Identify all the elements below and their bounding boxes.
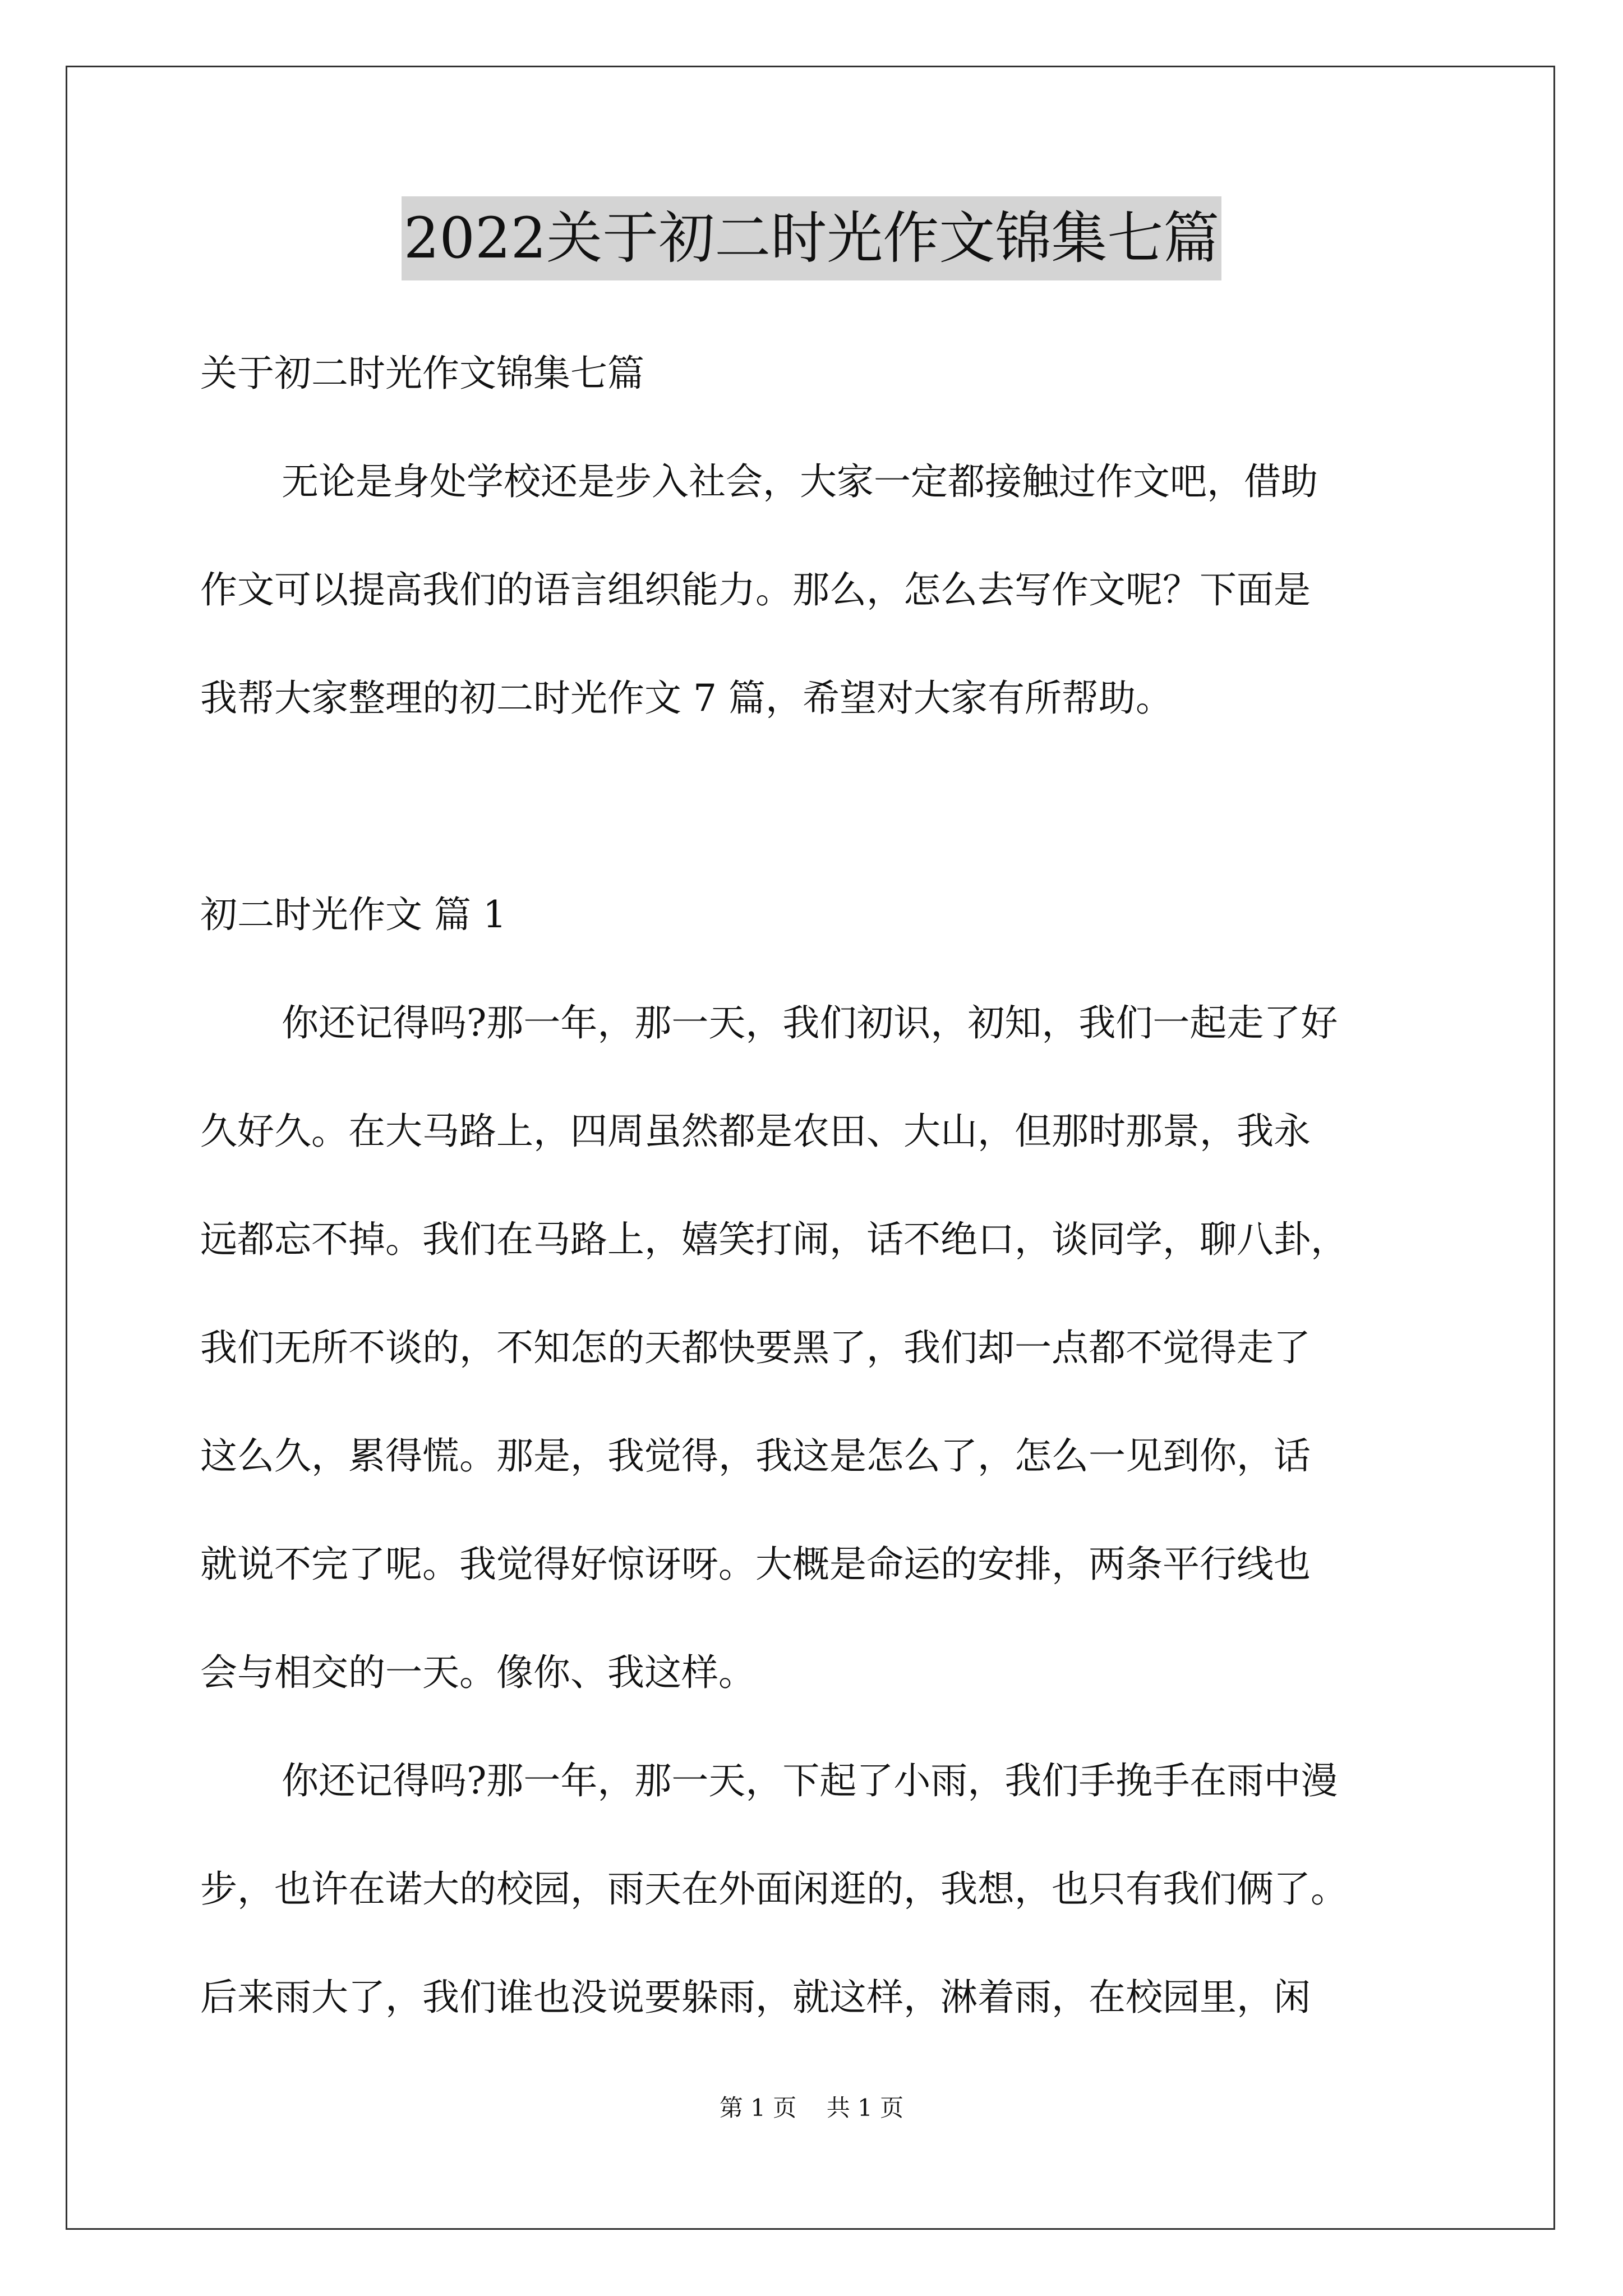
intro-line: 我帮大家整理的初二时光作文 7 篇，希望对大家有所帮助。: [200, 677, 1173, 720]
paragraph2-line: 后来雨大了，我们谁也没说要躲雨，就这样，淋着雨，在校园里，闲: [200, 1976, 1311, 2019]
document-title: 2022关于初二时光作文锦集七篇: [402, 196, 1222, 280]
paragraph1-line: 我们无所不谈的，不知怎的天都快要黑了，我们却一点都不觉得走了: [200, 1326, 1311, 1369]
section-heading: 初二时光作文 篇 1: [200, 893, 506, 936]
paragraph1-line: 远都忘不掉。我们在马路上，嬉笑打闹，话不绝口，谈同学，聊八卦，: [200, 1218, 1348, 1261]
page-number-footer: 第 1 页 共 1 页: [719, 2094, 904, 2122]
intro-line: 无论是身处学校还是步入社会，大家一定都接触过作文吧，借助: [282, 460, 1318, 503]
paragraph2-line: 步，也许在诺大的校园，雨天在外面闲逛的，我想，也只有我们俩了。: [200, 1867, 1348, 1911]
paragraph2-line: 你还记得吗?那一年，那一天，下起了小雨，我们手挽手在雨中漫: [282, 1759, 1338, 1802]
paragraph1-line: 这么久，累得慌。那是，我觉得，我这是怎么了，怎么一见到你，话: [200, 1434, 1311, 1478]
intro-line: 作文可以提高我们的语言组织能力。那么，怎么去写作文呢？下面是: [200, 568, 1311, 611]
document-subtitle: 关于初二时光作文锦集七篇: [200, 352, 644, 395]
paragraph1-line: 久好久。在大马路上，四周虽然都是农田、大山，但那时那景，我永: [200, 1110, 1311, 1153]
title-container: [0, 196, 1623, 280]
paragraph1-line: 就说不完了呢。我觉得好惊讶呀。大概是命运的安排，两条平行线也: [200, 1543, 1311, 1586]
paragraph1-line: 会与相交的一天。像你、我这样。: [200, 1651, 755, 1694]
paragraph1-line: 你还记得吗?那一年，那一天，我们初识，初知，我们一起走了好: [282, 1001, 1338, 1045]
